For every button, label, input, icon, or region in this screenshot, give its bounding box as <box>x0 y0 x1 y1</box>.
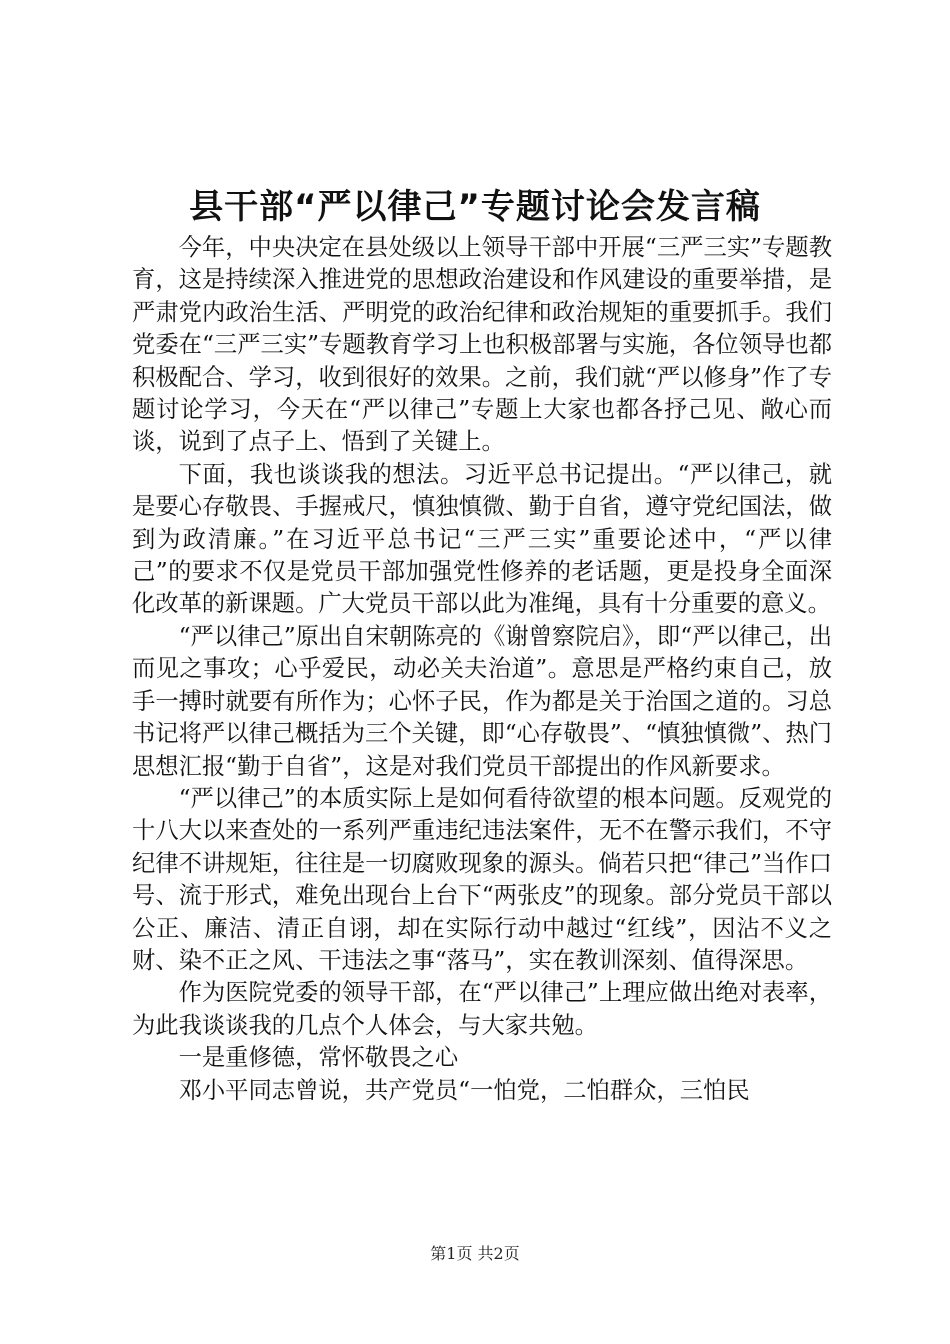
paragraph: 今年，中央决定在县处级以上领导干部中开展“三严三实”专题教育，这是持续深入推进党的思想政治建设和作风建设的重要举措，是严肃党内政治生活、严明党的政治纪律和政治规矩的重要抓手。我们党委在“三严三实”专题教育学习上也积极部署与实施，各位领导也都积极配合、学习，收到很好的效果。之前，我们就“严以修身”作了专题讨论学习，今天在“严以律己”专题上大家也都各抒己见、敞心而谈，说到了点子上、悟到了关键上。 <box>132 234 832 456</box>
paragraph: 作为医院党委的领导干部，在“严以律己”上理应做出绝对表率，为此我谈谈我的几点个人体会，与大家共勉。 <box>132 979 832 1039</box>
paragraph: 邓小平同志曾说，共产党员“一怕党，二怕群众，三怕民 <box>178 1076 750 1104</box>
paragraph: “严以律己”的本质实际上是如何看待欲望的根本问题。反观党的十八大以来查处的一系列严重违纪违法案件，无不在警示我们，不守纪律不讲规矩，往往是一切腐败现象的源头。倘若只把“律己”当作口号、流于形式，难免出现台上台下“两张皮”的现象。部分党员干部以公正、廉洁、清正自诩，却在实际行动中越过“红线”，因沾不义之财、染不正之风、干违法之事“落马”，实在教训深刻、值得深思。 <box>132 784 832 974</box>
paragraph: “严以律己”原出自宋朝陈亮的《谢曾察院启》，即“严以律己，出而见之事攻；心乎爱民，动必关夫治道”。意思是严格约束自己，放手一搏时就要有所作为；心怀子民，作为都是关于治国之道的。习总书记将严以律己概括为三个关键，即“心存敬畏”、“慎独慎微”、热门思想汇报“勤于自省”，这是对我们党员干部提出的作风新要求。 <box>132 622 832 780</box>
page-number: 第1页 共2页 <box>430 1244 520 1263</box>
document-title: 县干部“严以律己”专题讨论会发言稿 <box>189 187 761 227</box>
paragraph: 下面，我也谈谈我的想法。习近平总书记提出。“严以律己，就是要心存敬畏、手握戒尺，慎独慎微、勤于自省，遵守党纪国法，做到为政清廉。”在习近平总书记“三严三实”重要论述中，“严以律己”的要求不仅是党员干部加强党性修养的老话题，更是投身全面深化改革的新课题。广大党员干部以此为准绳，具有十分重要的意义。 <box>132 460 832 618</box>
section-heading: 一是重修德，常怀敬畏之心 <box>178 1044 459 1072</box>
document-body <box>132 232 832 1107</box>
